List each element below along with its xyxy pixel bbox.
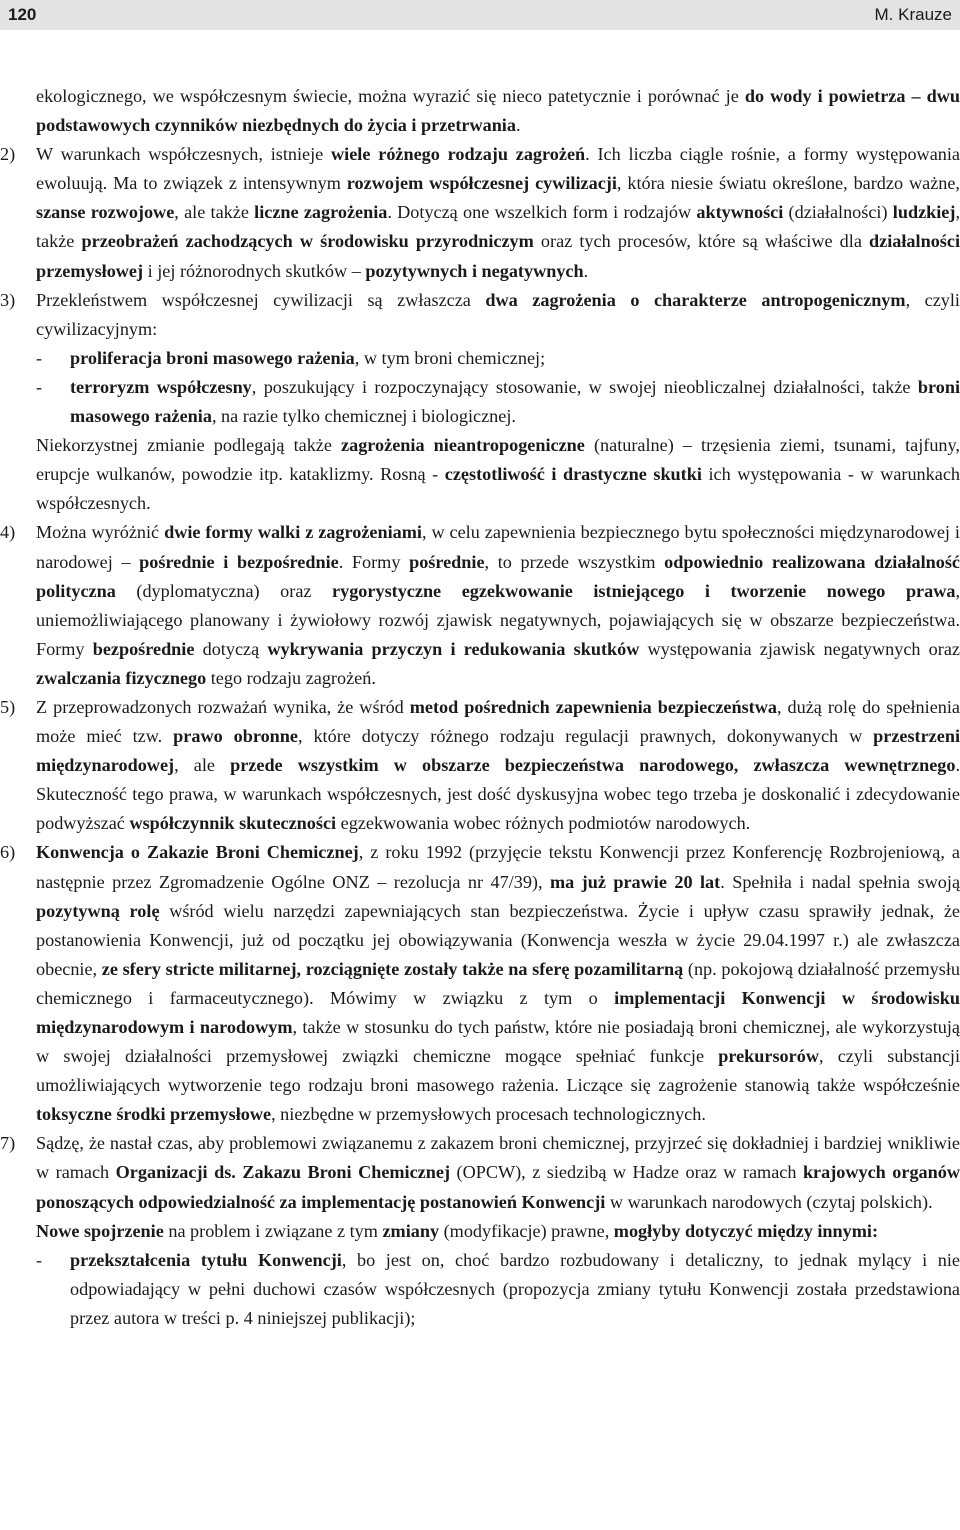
item-number: 6) [0, 842, 16, 863]
bullet-item: - proliferacja broni masowego rażenia, w tym broni chemicznej; [0, 344, 960, 373]
dash-marker: - [36, 1249, 43, 1270]
running-header [0, 0, 960, 30]
list-item-7: 7) Sądzę, że nastał czas, aby problemowi związanemu z zakazem broni chemicznej, przyjrzeć się dokładniej i bardziej wnikliwie w ramach Organizacji ds. Zakazu Broni Chemicznej (OPCW), z siedzibą w Hadze oraz w ramach krajowych organów ponoszących odpowiedzialność za implementację postanowień Konwencji w warunkach narodowych (czytaj polskich). [0, 1129, 960, 1216]
list-item-4: 4) Można wyróżnić dwie formy walki z zagrożeniami, w celu zapewnienia bezpiecznego bytu społeczności międzynarodowej i narodowej – pośrednie i bezpośrednie. Formy pośrednie, to przede wszystkim odpowiednio realizowana działalność polityczna (dyplomatyczna) oraz rygorystyczne egzekwowanie istniejącego i tworzenie nowego prawa, uniemożliwiającego planowany i żywiołowy rozwój zjawisk negatywnych, pojawiających się w obszarze bezpieczeństwa. Formy bezpośrednie dotyczą wykrywania przyczyn i redukowania skutków występowania zjawisk negatywnych oraz zwalczania fizycznego tego rodzaju zagrożeń. [0, 518, 960, 693]
item-number: 7) [0, 1133, 16, 1154]
item-number: 5) [0, 696, 16, 717]
item-number: 4) [0, 522, 16, 543]
running-head-author: M. Krauze [874, 5, 952, 24]
page-number: 120 [8, 5, 37, 24]
paragraph-continuation: Niekorzystnej zmianie podlegają także zagrożenia nieantropogeniczne (naturalne) – trzęsienia ziemi, tsunami, tajfuny, erupcje wulkanów, powodzie itp. kataklizmy. Rosną - częstotliwość i drastyczne skutki ich występowania - w warunkach współczesnych. [36, 435, 960, 514]
item-number: 3) [0, 289, 16, 310]
list-item-6: 6) Konwencja o Zakazie Broni Chemicznej, z roku 1992 (przyjęcie tekstu Konwencji przez Konferencję Rozbrojeniową, a następnie przez Zgromadzenie Ogólne ONZ – rezolucja nr 47/39), ma już prawie 20 lat. Spełniła i nadal spełnia swoją pozytywną rolę wśród wielu narzędzi zapewniających stan bezpieczeństwa. Życie i upływ czasu sprawiły jednak, że postanowienia Konwencji, już od początku jej obowiązywania (Konwencja weszła w życie 29.04.1997 r.) ale zwłaszcza obecnie, ze sfery stricte militarnej, rozciągnięte zostały także na sferę pozamilitarną (np. pokojową działalność przemysłu chemicznego i farmaceutycznego). Mówimy w związku z tym o implementacji Konwencji w środowisku międzynarodowym i narodowym, także w stosunku do tych państw, które nie posiadają broni chemicznej, ale wykorzystują w swojej działalności przemysłowej związki chemiczne mogące spełniać funkcje prekursorów, czyli substancji umożliwiających wytworzenie tego rodzaju broni masowego rażenia. Liczące się zagrożenie stanowią także współcześnie toksyczne środki przemysłowe, niezbędne w przemysłowych procesach technologicznych. [0, 838, 960, 1129]
list-item-3: 3) Przekleństwem współczesnej cywilizacji są zwłaszcza dwa zagrożenia o charakterze antropogenicznym, czyli cywilizacyjnym: [0, 286, 960, 344]
paragraph-continuation: ekologicznego, we współczesnym świecie, można wyrazić się nieco patetycznie i porównać je do wody i powietrza – dwu podstawowych czynników niezbędnych do życia i przetrwania. [36, 86, 960, 136]
paragraph-continuation: Nowe spojrzenie na problem i związane z tym zmiany (modyfikacje) prawne, mogłyby dotyczyć między innymi: [36, 1220, 878, 1241]
dash-marker: - [36, 347, 43, 368]
item-number: 2) [0, 144, 16, 165]
list-item-2: 2) W warunkach współczesnych, istnieje wiele różnego rodzaju zagrożeń. Ich liczba ciągle rośnie, a formy występowania ewoluują. Ma to związek z intensywnym rozwojem współczesnej cywilizacji, która niesie światu określone, bardzo ważne, szanse rozwojowe, ale także liczne zagrożenia. Dotyczą one wszelkich form i rodzajów aktywności (działalności) ludzkiej, także przeobrażeń zachodzących w środowisku przyrodniczym oraz tych procesów, które są właściwe dla działalności przemysłowej i jej różnorodnych skutków – pozytywnych i negatywnych. [0, 140, 960, 285]
dash-marker: - [36, 376, 43, 397]
bullet-item: - przekształcenia tytułu Konwencji, bo jest on, choć bardzo rozbudowany i detaliczny, to jednak mylący i nie odpowiadający w pełni duchowi czasów współczesnych (propozycja zmiany tytułu Konwencji została przedstawiona przez autora w treści p. 4 niniejszej publikacji); [0, 1246, 960, 1333]
page-body [0, 82, 960, 1333]
list-item-5: 5) Z przeprowadzonych rozważań wynika, że wśród metod pośrednich zapewnienia bezpieczeństwa, dużą rolę do spełnienia może mieć tzw. prawo obronne, które dotyczy różnego rodzaju regulacji prawnych, dokonywanych w przestrzeni międzynarodowej, ale przede wszystkim w obszarze bezpieczeństwa narodowego, zwłaszcza wewnętrznego. Skuteczność tego prawa, w warunkach współczesnych, jest dość dyskusyjna wobec tego trzeba je doskonalić i zdecydowanie podwyższać współczynnik skuteczności egzekwowania wobec różnych podmiotów narodowych. [0, 693, 960, 838]
bullet-item: - terroryzm współczesny, poszukujący i rozpoczynający stosowanie, w swojej nieobliczalnej działalności, także broni masowego rażenia, na razie tylko chemicznej i biologicznej. [0, 373, 960, 431]
